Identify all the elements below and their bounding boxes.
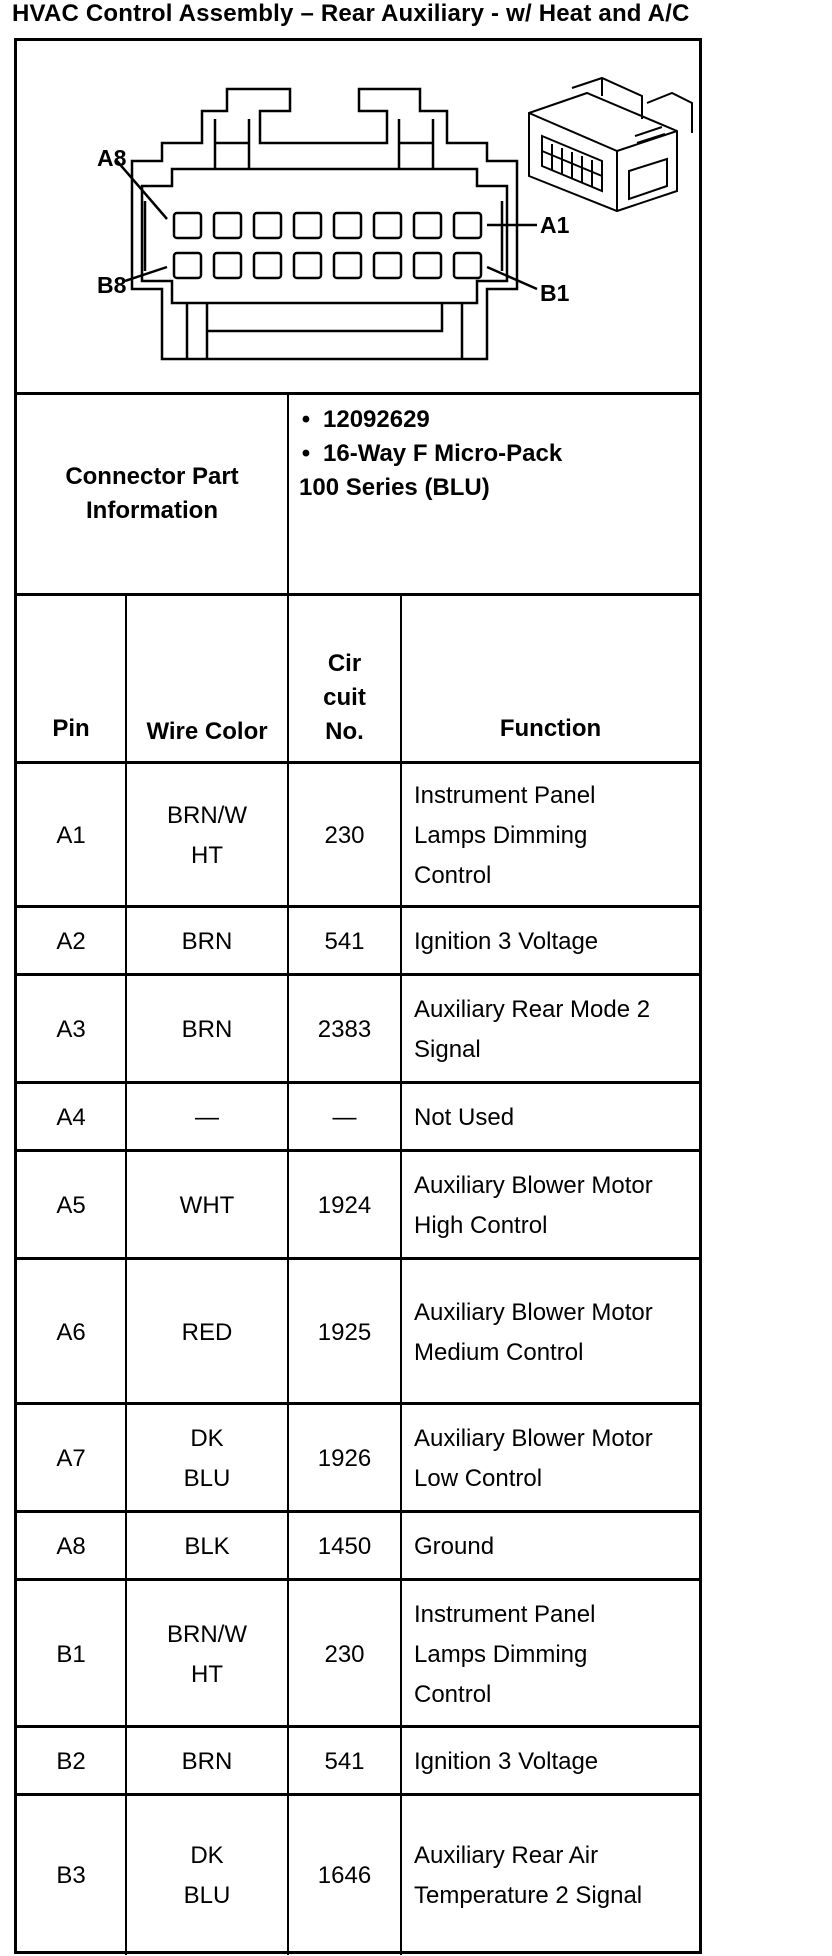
cell-function: Auxiliary Blower Motor High Control [414, 1172, 653, 1239]
pin-label-b8: B8 [97, 272, 127, 298]
connector-diagram [17, 41, 699, 392]
cell-circuit: 1925 [317, 1318, 372, 1346]
cell-circuit: 2383 [317, 1016, 372, 1043]
header-wire-color: Wire Color [146, 718, 268, 745]
header-circuit: Cir cuit No. [323, 650, 366, 745]
cell-circuit: 541 [324, 928, 365, 955]
cell-pin: A1 [56, 822, 86, 849]
cell-function: Auxiliary Blower Motor Low Control [414, 1425, 653, 1492]
pin-label-b1: B1 [540, 280, 570, 306]
connector-info-label: Connector Part Information [65, 463, 239, 524]
cell-function: Auxiliary Rear Mode 2 Signal [414, 996, 651, 1063]
cell-pin: A6 [56, 1318, 86, 1346]
cell-pin: B3 [56, 1861, 86, 1889]
cell-function: Instrument Panel Lamps Dimming Control [414, 1600, 596, 1708]
connector-info-list: • 12092629 • 16-Way F Micro-Pack 100 Series (BLU) [289, 403, 562, 505]
cell-color: — [195, 1104, 219, 1131]
cell-function: Auxiliary Blower Motor Medium Control [414, 1298, 653, 1366]
cell-function: Ignition 3 Voltage [414, 928, 599, 955]
header-function: Function [499, 715, 602, 742]
cell-color: BRN [181, 928, 233, 955]
cell-color: BRN/W HT [167, 802, 247, 869]
cell-pin: A3 [56, 1016, 86, 1043]
cell-pin: A2 [56, 928, 86, 955]
cell-pin: A5 [56, 1192, 86, 1219]
part-number: 12092629 [323, 406, 430, 433]
cell-pin: B2 [56, 1748, 86, 1775]
page-title: HVAC Control Assembly – Rear Auxiliary - w/ Heat and A/C [12, 0, 690, 27]
cell-circuit: 1646 [317, 1861, 372, 1889]
cell-pin: A8 [56, 1533, 86, 1560]
cell-color: BLK [184, 1533, 230, 1560]
cell-color: BRN [181, 1016, 233, 1043]
cell-function: Instrument Panel Lamps Dimming Control [414, 782, 596, 889]
cell-circuit: 230 [324, 1640, 365, 1668]
cell-color: BRN [181, 1748, 233, 1775]
cell-color: WHT [179, 1192, 235, 1219]
cell-pin: A7 [56, 1445, 86, 1472]
cell-circuit: 1450 [317, 1533, 372, 1560]
cell-circuit: 230 [324, 822, 365, 849]
cell-color: RED [181, 1318, 233, 1346]
cell-function: Ground [414, 1533, 495, 1560]
cell-function: Ignition 3 Voltage [414, 1748, 599, 1775]
cell-pin: B1 [56, 1640, 86, 1668]
cell-circuit: — [332, 1104, 357, 1131]
cell-function: Not Used [414, 1104, 515, 1131]
pin-label-a8: A8 [97, 145, 127, 171]
connector-sheet [14, 38, 702, 1954]
header-pin: Pin [52, 715, 90, 742]
connector-series: 100 Series (BLU) [299, 474, 490, 501]
cell-color: BRN/W HT [167, 1620, 247, 1688]
connector-type: 16-Way F Micro-Pack [323, 440, 563, 467]
cell-circuit: 541 [324, 1748, 365, 1775]
cell-circuit: 1926 [317, 1445, 372, 1472]
cell-circuit: 1924 [317, 1192, 372, 1219]
cell-color: DK BLU [183, 1841, 231, 1909]
cell-function: Auxiliary Rear Air Temperature 2 Signal [414, 1841, 643, 1909]
cell-color: DK BLU [183, 1425, 231, 1492]
pin-label-a1: A1 [540, 212, 570, 238]
cell-pin: A4 [56, 1104, 86, 1131]
